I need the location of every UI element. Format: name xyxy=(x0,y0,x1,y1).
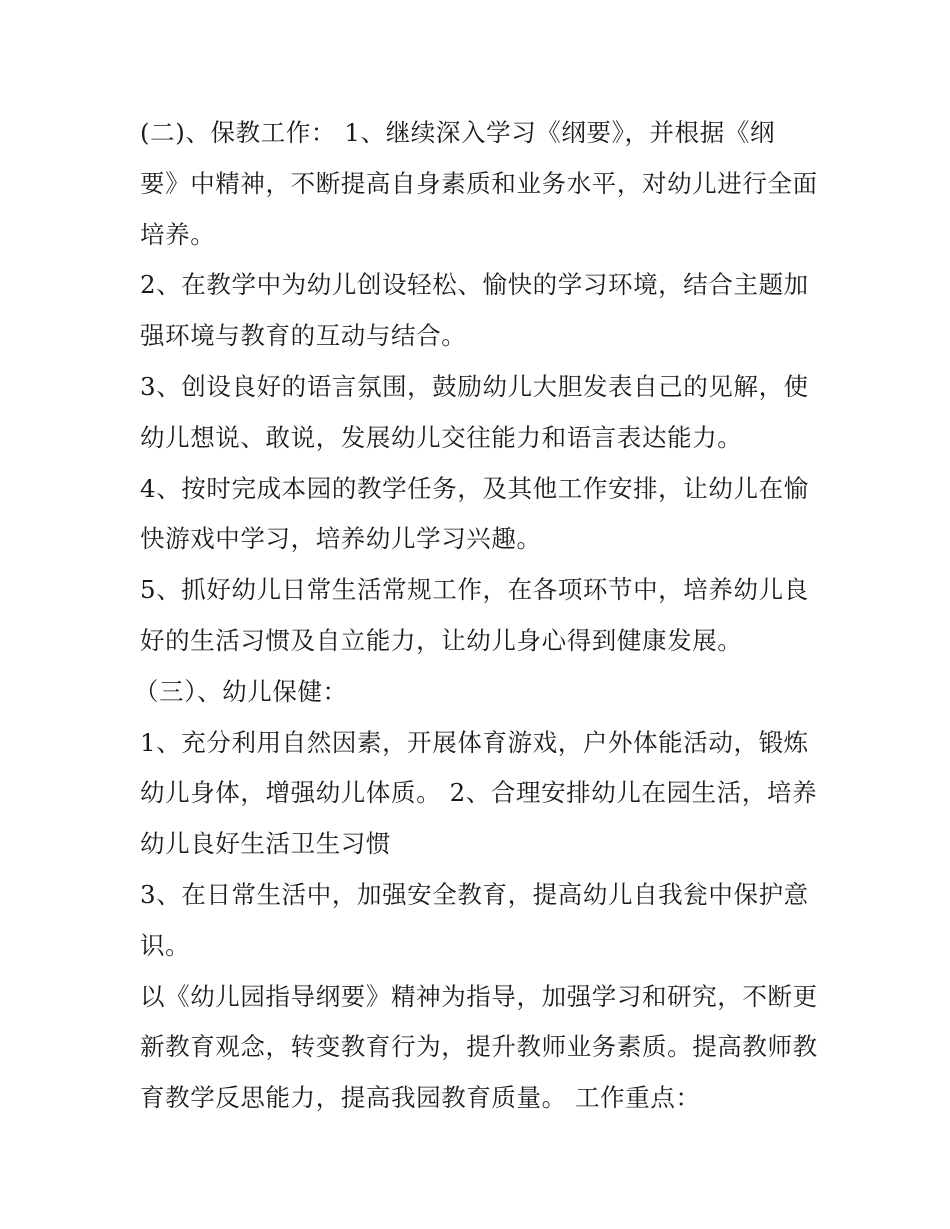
text-line: 新教育观念，转变教育行为，提升教师业务素质。提高教师教 xyxy=(140,1032,818,1062)
text-line: 要》中精神，不断提高自身素质和业务水平，对幼儿进行全面 xyxy=(140,168,818,198)
text-line: 3、创设良好的语言氛围，鼓励幼儿大胆发表自己的见解，使 xyxy=(140,371,809,401)
text-line: 育教学反思能力，提高我园教育质量。 工作重点： xyxy=(140,1083,701,1113)
text-line: 2、在教学中为幼儿创设轻松、愉快的学习环境，结合主题加 xyxy=(140,270,809,300)
text-line: 快游戏中学习，培养幼儿学习兴趣。 xyxy=(140,524,542,554)
text-line: 好的生活习惯及自立能力，让幼儿身心得到健康发展。 xyxy=(140,625,743,655)
text-line: 以《幼儿园指导纲要》精神为指导，加强学习和研究，不断更 xyxy=(140,981,818,1011)
text-line: 幼儿想说、敢说，发展幼儿交往能力和语言表达能力。 xyxy=(140,422,743,452)
body-text xyxy=(134,108,820,1124)
text-line: 4、按时完成本园的教学任务，及其他工作安排，让幼儿在愉 xyxy=(140,473,809,503)
section-heading: （三）、幼儿保健： xyxy=(134,676,348,706)
text-line: 1、充分利用自然因素，开展体育游戏，户外体能活动，锻炼 xyxy=(140,727,809,757)
text-line: 培养。 xyxy=(140,219,216,249)
text-line: 幼儿身体，增强幼儿体质。 2、合理安排幼儿在园生活，培养 xyxy=(140,778,818,808)
text-line: 幼儿良好生活卫生习惯 xyxy=(140,829,391,859)
text-line: 5、抓好幼儿日常生活常规工作，在各项环节中，培养幼儿良 xyxy=(140,575,809,605)
text-line: 强环境与教育的互动与结合。 xyxy=(140,321,467,351)
text-line: 识。 xyxy=(140,930,191,960)
text-line: 3、在日常生活中，加强安全教育，提高幼儿自我瓮中保护意 xyxy=(140,879,809,909)
text-line: (二)、保教工作： 1、继续深入学习《纲要》，并根据《纲 xyxy=(140,118,776,147)
